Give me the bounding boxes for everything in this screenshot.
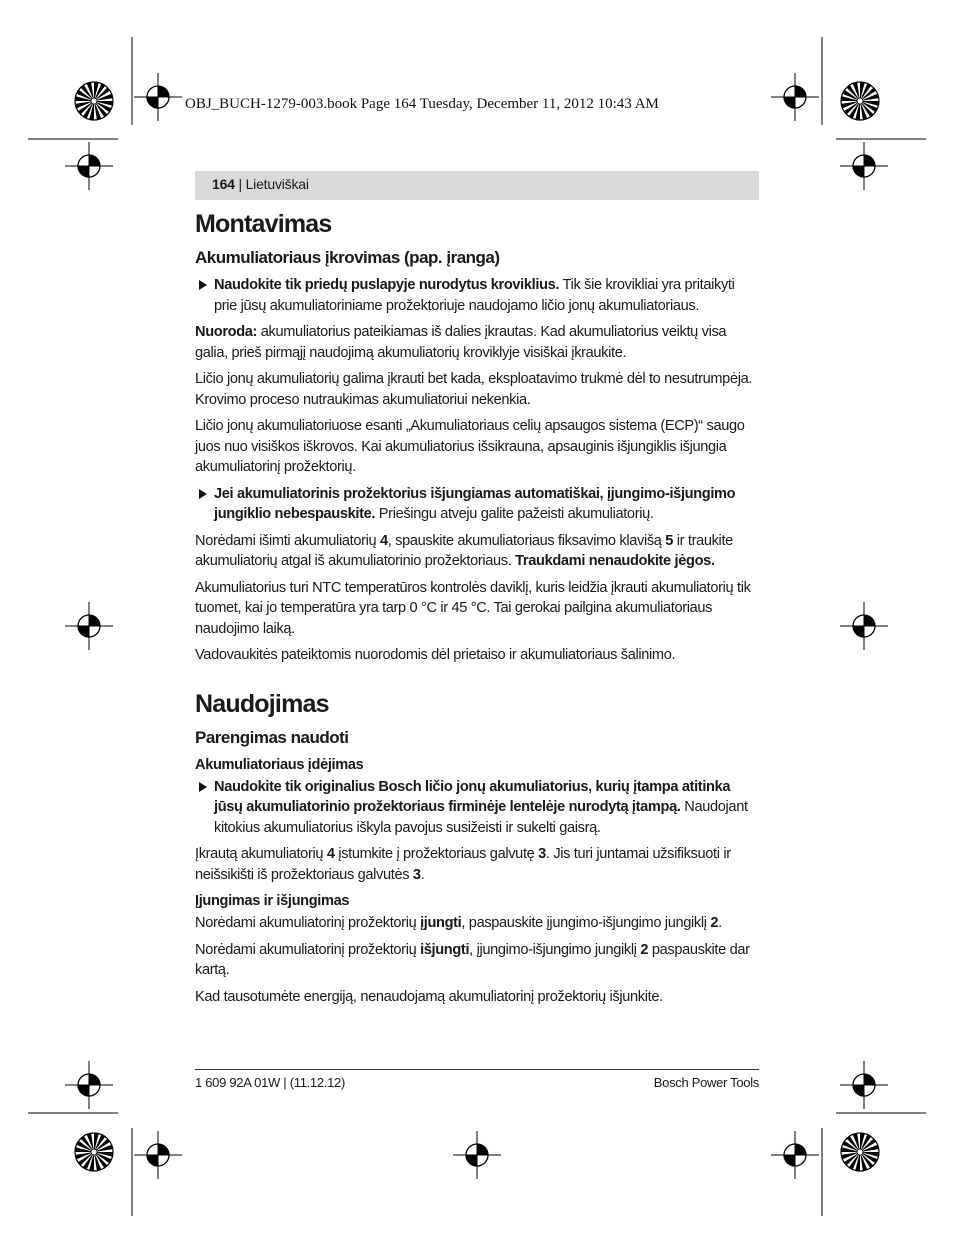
subheading-insert-battery: Akumuliatoriaus įdėjimas [195,756,364,773]
paragraph-switch-on: Norėdami akumuliatorinį prožektorių įjungti, paspauskite įjungimo-išjungimo jungiklį 2. [195,915,722,931]
paragraph-switch-off: Norėdami akumuliatorinį prožektorių išjungti, įjungimo-išjungimo jungiklį 2 paspauskite dar kartą. [195,941,750,978]
footer-brand: Bosch Power Tools [653,1075,759,1090]
footer-doc-number: 1 609 92A 01W | (11.12.12) [195,1075,345,1090]
footer-rule [195,1069,759,1070]
section-title-naudojimas: Naudojimas [195,689,329,718]
header-language: Lietuviškai [245,176,309,192]
paragraph-insert-battery: Įkrautą akumuliatorių 4 įstumkite į prožektoriaus galvutę 3. Jis turi juntamai užsifiksuoti ir neišsikišti iš prožektoriaus galvutės 3. [195,846,731,883]
subheading-on-off: Įjungimas ir išjungimas [195,893,350,909]
paragraph-remove-battery: Norėdami išimti akumuliatorių 4, spauskite akumuliatoriaus fiksavimo klavišą 5 ir traukite akumuliatorių atgal iš akumuliatorinio prožektoriaus. Traukdami nenaudokite jėgos. [195,532,733,569]
paragraph-ntc: Akumuliatorius turi NTC temperatūros kontrolės daviklį, kuris leidžia įkrauti akumuliatorių tik tuomet, kai jo temperatūra yra tarp 0 °C ir 45 °C. Tai gerokai pailgina akumuliatoriaus naudojimo laiką. [195,579,751,637]
paragraph-disposal: Vadovaukitės pateiktomis nuorodomis dėl prietaiso ir akumuliatoriaus šalinimo. [195,647,676,663]
warning-bullet-original-batteries: Naudokite tik originalius Bosch ličio jonų akumuliatorius, kurių įtampa atitinka jūsų akumuliatorinio prožektoriaus firminėje lentelėje nurodytą įtampą. Naudojant kitokius akumuliatorius iškyla pavojus susižeisti ir sukelti gaisrą. [195,777,761,839]
subtitle-preparation: Parengimas naudoti [195,727,349,747]
paragraph-ecp: Ličio jonų akumuliatoriuose esanti „Akumuliatoriaus celių apsaugos sistema (ECP)“ saugo juos nuo visiškos iškrovos. Kai akumuliatorius išsikrauna, apsauginis išjungiklis išjungia akumuliatorinį prožektorių. [195,418,745,475]
warning-bullet-auto-off: Jei akumuliatorinis prožektorius išjungiamas automatiškai, įjungimo-išjungimo jungiklio nebespauskite. Priešingu atveju galite pažeisti akumuliatorių. [195,484,761,525]
section-title-montavimas: Montavimas [195,210,332,238]
paragraph-charging-anytime: Ličio jonų akumuliatorių galima įkrauti bet kada, eksploatavimo trukmė dėl to nesutrumpėja. Krovimo proceso nutraukimas akumuliatoriui nekenkia. [195,371,753,408]
paragraph-save-energy: Kad tausotumėte energiją, nenaudojamą akumuliatorinį prožektorių išjunkite. [195,988,663,1005]
page-content [195,206,761,1013]
warning-bullet-chargers: Naudokite tik priedų puslapyje nurodytus kroviklius. Tik šie krovikliai yra pritaikyti prie jūsų akumuliatoriniame prožektoriuje naudojamo ličio jonų akumuliatoriaus. [195,275,761,316]
subtitle-charging: Akumuliatoriaus įkrovimas (pap. įranga) [195,248,500,267]
print-slug: OBJ_BUCH-1279-003.book Page 164 Tuesday, December 11, 2012 10:43 AM [185,96,659,112]
header-separator: | [234,176,246,192]
page-number: 164 [212,176,235,192]
page-header [212,176,309,192]
note-paragraph: Nuoroda: akumuliatorius pateikiamas iš dalies įkrautas. Kad akumuliatorius veiktų visa galia, prieš pirmąjį naudojimą akumuliatorių kroviklyje visiškai įkraukite. [195,324,727,361]
